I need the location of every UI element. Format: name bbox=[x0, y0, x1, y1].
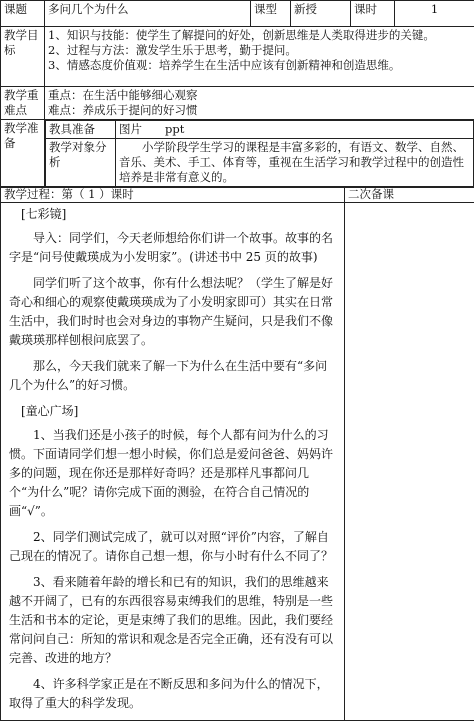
key-point: 重点：在生活中能够细心观察 bbox=[48, 88, 471, 103]
header-table bbox=[0, 0, 474, 188]
preparation-label: 教学准备 bbox=[1, 120, 45, 188]
paragraph: 那么，今天我们就来了解一下为什么在生活中要有“多问几个为什么”的好习惯。 bbox=[9, 357, 338, 395]
paragraph: 1、当我们还是小孩子的时候，每个人都有问为什么的习惯。下面请同学们想一想小时候，你们总是爱问爸爸、妈妈许多的问题，现在你还是那样好奇吗？还是那样凡事都问几个“为什么”呢？请你完成下面的测验，在符合自己情况的画“√”。 bbox=[9, 426, 338, 521]
process-label: 教学过程：第（ 1 ）课时 bbox=[1, 187, 345, 203]
topic-label: 课题 bbox=[1, 1, 45, 27]
paragraph: 2、同学们测试完成了，就可以对照“评价”内容，了解自己现在的情况了。请你自己想一想，你与小时有什么不同了？ bbox=[9, 528, 338, 566]
paragraph: 3、看来随着年龄的增长和已有的知识，我们的思维越来越不开阔了，已有的东西很容易束缚我们的思维，特别是一些生活和书本的定论，更是束缚了我们的思维。因此，我们要经常问问自己：所知的常识和观念是否完全正确，还有没有可以完善、改进的地方？ bbox=[9, 573, 338, 668]
process-table bbox=[0, 186, 474, 721]
section-heading: [七彩镜] bbox=[9, 205, 338, 224]
type-label: 课型 bbox=[251, 1, 291, 27]
objective-item: 1、知识与技能：使学生了解提问的好处，创新思维是人类取得进步的关键。 bbox=[48, 28, 471, 43]
key-points-label: 教学重难点 bbox=[1, 87, 45, 120]
section-heading: [童心广场] bbox=[9, 402, 338, 421]
analysis-label: 教学对象分析 bbox=[46, 139, 116, 187]
secondary-prep-content bbox=[345, 203, 474, 721]
objectives-list bbox=[45, 27, 474, 87]
teacher-prep-label: 教具准备 bbox=[46, 121, 116, 139]
type-value: 新授 bbox=[291, 1, 351, 27]
objective-item: 2、过程与方法：激发学生乐于思考，勤于提问。 bbox=[48, 43, 471, 58]
paragraph: 同学们听了这个故事，你有什么想法呢？（学生了解是好奇心和细心的观察使戴瑛瑛成为了小发明家即可）其实在日常生活中，我们时时也会对身边的事物产生疑问，只是我们不像戴瑛瑛那样刨根问底罢了。 bbox=[9, 274, 338, 350]
key-points-cell bbox=[45, 87, 474, 120]
secondary-prep-label: 二次备课 bbox=[345, 187, 474, 203]
teacher-prep-value: 图片 ppt bbox=[116, 121, 474, 139]
difficult-point: 难点：养成乐于提问的好习惯 bbox=[48, 103, 471, 118]
paragraph: 4、许多科学家正是在不断反思和多问为什么的情况下，取得了重大的科学发现。 bbox=[9, 675, 338, 713]
period-label: 课时 bbox=[351, 1, 395, 27]
period-value: 1 bbox=[395, 1, 474, 27]
process-content bbox=[1, 203, 345, 721]
objectives-label: 教学目标 bbox=[1, 27, 45, 87]
objective-item: 3、情感态度价值观：培养学生在生活中应该有创新精神和创造思维。 bbox=[48, 58, 471, 73]
analysis-text: 小学阶段学生学习的课程是丰富多彩的，有语文、数学、自然、音乐、美术、手工、体育等，重视在生活学习和教学过程中的创造性培养是非常有意义的。 bbox=[116, 139, 474, 187]
paragraph: 导入：同学们，今天老师想给你们讲一个故事。故事的名字是“问号使戴瑛成为小发明家”。(讲述书中 25 页的故事) bbox=[9, 229, 338, 267]
topic-value: 多问几个为什么 bbox=[45, 1, 251, 27]
preparation-table bbox=[45, 120, 474, 187]
